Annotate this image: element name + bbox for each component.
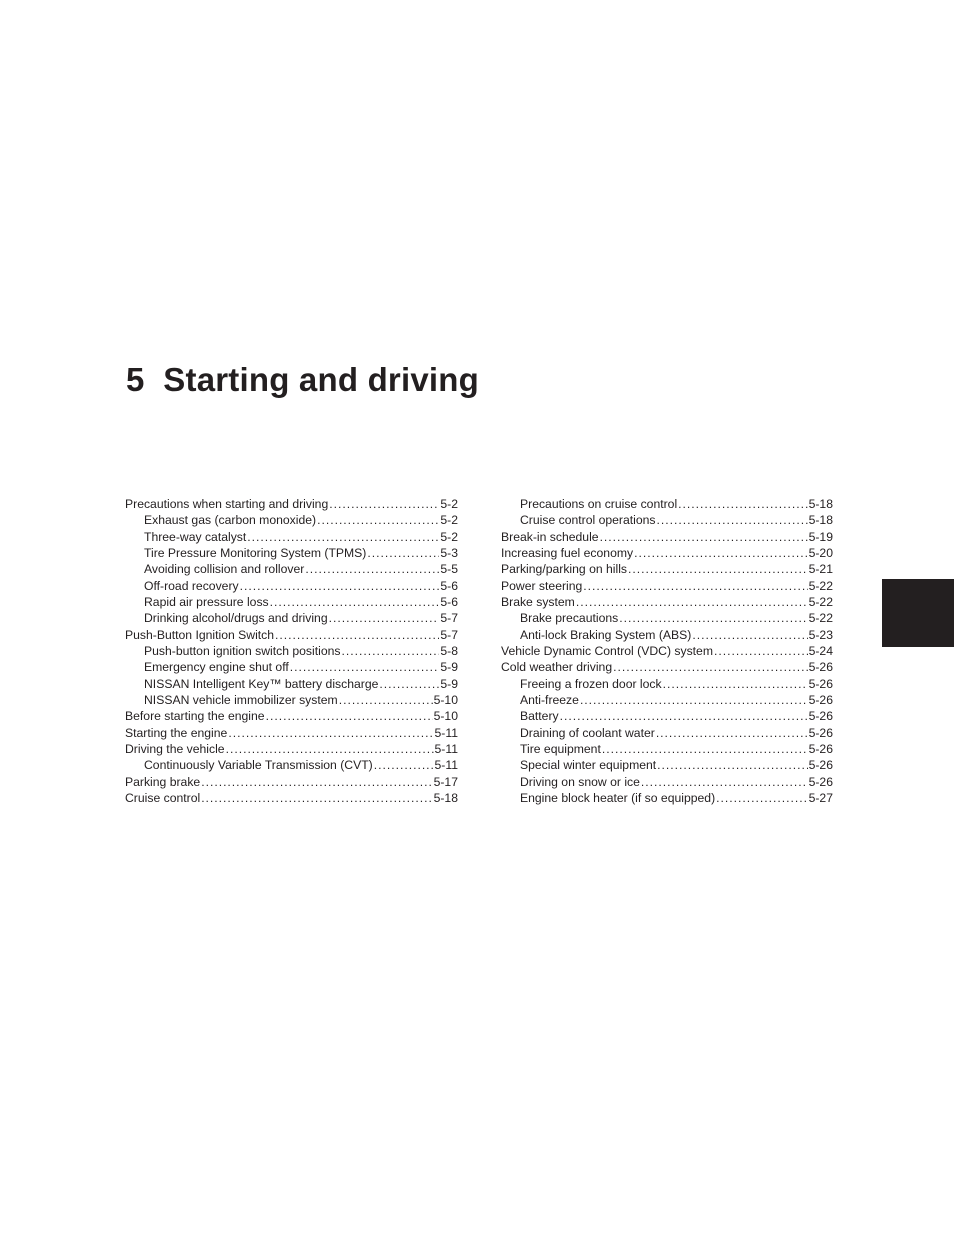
toc-dot-leader — [580, 692, 808, 708]
toc-dot-leader — [317, 512, 439, 528]
toc-entry-page: 5-27 — [808, 790, 833, 805]
toc-entry[interactable] — [125, 594, 458, 610]
toc-entry-label: Increasing fuel economy — [501, 545, 634, 560]
toc-entry[interactable] — [501, 774, 833, 790]
toc-entry-label: Anti-lock Braking System (ABS) — [520, 627, 692, 642]
toc-entry[interactable] — [125, 561, 458, 577]
toc-dot-leader — [641, 774, 808, 790]
toc-entry-label: Battery — [520, 709, 559, 724]
toc-entry-label: Tire equipment — [520, 741, 601, 756]
toc-entry[interactable] — [501, 708, 833, 724]
toc-entry[interactable] — [125, 708, 458, 724]
toc-dot-leader — [270, 594, 440, 610]
toc-entry[interactable] — [501, 725, 833, 741]
toc-entry[interactable] — [125, 643, 458, 659]
toc-entry-page: 5-21 — [808, 562, 833, 577]
toc-entry-page: 5-2 — [440, 513, 458, 528]
toc-dot-leader — [657, 512, 808, 528]
toc-entry-label: Cruise control operations — [520, 513, 656, 528]
toc-entry-page: 5-22 — [808, 578, 833, 593]
toc-entry-label: Avoiding collision and rollover — [144, 562, 305, 577]
toc-entry-page: 5-26 — [808, 758, 833, 773]
toc-entry-page: 5-22 — [808, 611, 833, 626]
toc-right-column — [501, 496, 833, 806]
toc-entry-label: Power steering — [501, 578, 583, 593]
toc-entry-label: Brake precautions — [520, 611, 619, 626]
toc-entry-page: 5-22 — [808, 594, 833, 609]
toc-dot-leader — [657, 757, 807, 773]
toc-dot-leader — [692, 627, 807, 643]
toc-dot-leader — [613, 659, 807, 675]
toc-entry-label: Push-Button Ignition Switch — [125, 627, 275, 642]
toc-entry[interactable] — [501, 512, 833, 528]
toc-entry[interactable] — [125, 529, 458, 545]
toc-entry-page: 5-9 — [440, 660, 458, 675]
toc-entry-label: NISSAN vehicle immobilizer system — [144, 692, 338, 707]
toc-dot-leader — [290, 659, 440, 675]
toc-dot-leader — [576, 594, 808, 610]
toc-entry-page: 5-26 — [808, 774, 833, 789]
toc-entry-page: 5-24 — [808, 643, 833, 658]
toc-entry[interactable] — [125, 676, 458, 692]
toc-entry[interactable] — [125, 512, 458, 528]
toc-entry[interactable] — [501, 529, 833, 545]
toc-entry[interactable] — [501, 496, 833, 512]
toc-entry[interactable] — [125, 757, 458, 773]
toc-entry[interactable] — [501, 741, 833, 757]
toc-entry-page: 5-8 — [440, 643, 458, 658]
toc-dot-leader — [367, 545, 439, 561]
toc-entry-label: Exhaust gas (carbon monoxide) — [144, 513, 317, 528]
toc-entry[interactable] — [125, 659, 458, 675]
toc-dot-leader — [305, 561, 439, 577]
toc-entry[interactable] — [501, 790, 833, 806]
toc-dot-leader — [628, 561, 808, 577]
toc-entry-page: 5-11 — [434, 758, 458, 773]
toc-entry-label: Tire Pressure Monitoring System (TPMS) — [144, 545, 367, 560]
toc-entry-page: 5-18 — [433, 790, 458, 805]
toc-entry[interactable] — [125, 610, 458, 626]
toc-entry[interactable] — [501, 545, 833, 561]
toc-entry[interactable] — [125, 496, 458, 512]
toc-entry-page: 5-5 — [440, 562, 458, 577]
toc-dot-leader — [240, 578, 440, 594]
toc-dot-leader — [201, 790, 432, 806]
toc-entry-label: Three-way catalyst — [144, 529, 247, 544]
toc-entry-page: 5-26 — [808, 692, 833, 707]
toc-entry-label: Off-road recovery — [144, 578, 239, 593]
toc-entry[interactable] — [501, 659, 833, 675]
toc-entry-page: 5-26 — [808, 676, 833, 691]
toc-dot-leader — [341, 643, 439, 659]
toc-entry-label: Drinking alcohol/drugs and driving — [144, 611, 328, 626]
toc-entry-page: 5-26 — [808, 709, 833, 724]
toc-entry-page: 5-10 — [433, 709, 458, 724]
toc-entry-label: Rapid air pressure loss — [144, 594, 269, 609]
toc-entry[interactable] — [501, 676, 833, 692]
toc-dot-leader — [602, 741, 808, 757]
toc-entry-label: NISSAN Intelligent Key™ battery discharge — [144, 676, 379, 691]
toc-dot-leader — [619, 610, 807, 626]
chapter-title: 5 Starting and driving — [126, 361, 479, 398]
toc-dot-leader — [583, 578, 807, 594]
toc-entry-page: 5-26 — [808, 741, 833, 756]
toc-entry-label: Vehicle Dynamic Control (VDC) system — [501, 643, 713, 658]
toc-dot-leader — [600, 529, 808, 545]
toc-entry-label: Freeing a frozen door lock — [520, 676, 662, 691]
toc-entry-page: 5-17 — [433, 774, 458, 789]
toc-entry-page: 5-19 — [808, 529, 833, 544]
toc-entry-label: Brake system — [501, 594, 575, 609]
toc-entry-label: Precautions on cruise control — [520, 497, 678, 511]
toc-entry-label: Draining of coolant water — [520, 725, 655, 740]
toc-entry-label: Anti-freeze — [520, 692, 579, 707]
toc-entry-page: 5-11 — [434, 725, 458, 740]
toc-entry-label: Parking brake — [125, 774, 201, 789]
toc-entry-page: 5-26 — [808, 725, 833, 740]
toc-entry-label: Cold weather driving — [501, 660, 613, 675]
toc-entry-label: Cruise control — [125, 790, 201, 805]
toc-entry[interactable] — [125, 741, 458, 757]
toc-entry-page: 5-11 — [434, 741, 458, 756]
toc-entry-label: Parking/parking on hills — [501, 562, 628, 577]
toc-entry-page: 5-3 — [440, 545, 458, 560]
toc-entry[interactable] — [501, 578, 833, 594]
toc-dot-leader — [379, 676, 439, 692]
toc-dot-leader — [714, 643, 808, 659]
toc-entry[interactable] — [501, 692, 833, 708]
toc-dot-leader — [247, 529, 439, 545]
toc-dot-leader — [329, 610, 440, 626]
toc-entry[interactable] — [125, 578, 458, 594]
chapter-thumb-tab — [882, 579, 954, 647]
toc-entry-label: Special winter equipment — [520, 758, 657, 773]
toc-entry-page: 5-7 — [440, 627, 458, 642]
toc-left-column — [125, 496, 458, 806]
toc-entry-label: Continuously Variable Transmission (CVT) — [144, 758, 373, 773]
toc-entry-label: Emergency engine shut off — [144, 660, 289, 675]
toc-entry[interactable] — [125, 790, 458, 806]
toc-entry-page: 5-26 — [808, 660, 833, 675]
toc-entry[interactable] — [501, 627, 833, 643]
toc-entry-page: 5-2 — [440, 497, 458, 511]
toc-entry[interactable] — [501, 561, 833, 577]
toc-dot-leader — [226, 741, 434, 757]
toc-entry-page: 5-2 — [440, 529, 458, 544]
toc-entry[interactable] — [501, 610, 833, 626]
toc-entry[interactable] — [125, 725, 458, 741]
toc-dot-leader — [201, 774, 432, 790]
toc-entry[interactable] — [125, 692, 458, 708]
toc-dot-leader — [374, 757, 434, 773]
toc-dot-leader — [560, 708, 808, 724]
toc-dot-leader — [663, 676, 808, 692]
toc-entry-page: 5-18 — [808, 497, 833, 511]
toc-entry-label: Starting the engine — [125, 725, 228, 740]
toc-entry-page: 5-20 — [808, 545, 833, 560]
toc-entry[interactable] — [125, 627, 458, 643]
toc-dot-leader — [228, 725, 433, 741]
toc-dot-leader — [266, 708, 433, 724]
toc-entry-label: Driving the vehicle — [125, 741, 225, 756]
toc-entry-label: Push-button ignition switch positions — [144, 643, 341, 658]
toc-entry[interactable] — [125, 545, 458, 561]
toc-entry-page: 5-23 — [808, 627, 833, 642]
toc-entry[interactable] — [501, 757, 833, 773]
toc-entry-label: Engine block heater (if so equipped) — [520, 790, 716, 805]
toc-entry-label: Before starting the engine — [125, 709, 265, 724]
toc-dot-leader — [339, 692, 433, 708]
toc-entry[interactable] — [125, 774, 458, 790]
toc-entry-page: 5-7 — [440, 611, 458, 626]
toc-entry-page: 5-18 — [808, 513, 833, 528]
toc-dot-leader — [678, 496, 807, 512]
toc-dot-leader — [329, 496, 439, 512]
toc-entry[interactable] — [501, 594, 833, 610]
toc-entry-label: Break-in schedule — [501, 529, 599, 544]
toc-entry-page: 5-10 — [433, 692, 458, 707]
toc-entry-page: 5-9 — [440, 676, 458, 691]
toc-dot-leader — [656, 725, 808, 741]
toc-entry[interactable] — [501, 643, 833, 659]
toc-entry-page: 5-6 — [440, 594, 458, 609]
toc-dot-leader — [275, 627, 439, 643]
toc-dot-leader — [716, 790, 807, 806]
toc-entry-page: 5-6 — [440, 578, 458, 593]
toc-entry-label: Driving on snow or ice — [520, 774, 640, 789]
toc-entry-label: Precautions when starting and driving — [125, 497, 329, 511]
toc-dot-leader — [634, 545, 807, 561]
